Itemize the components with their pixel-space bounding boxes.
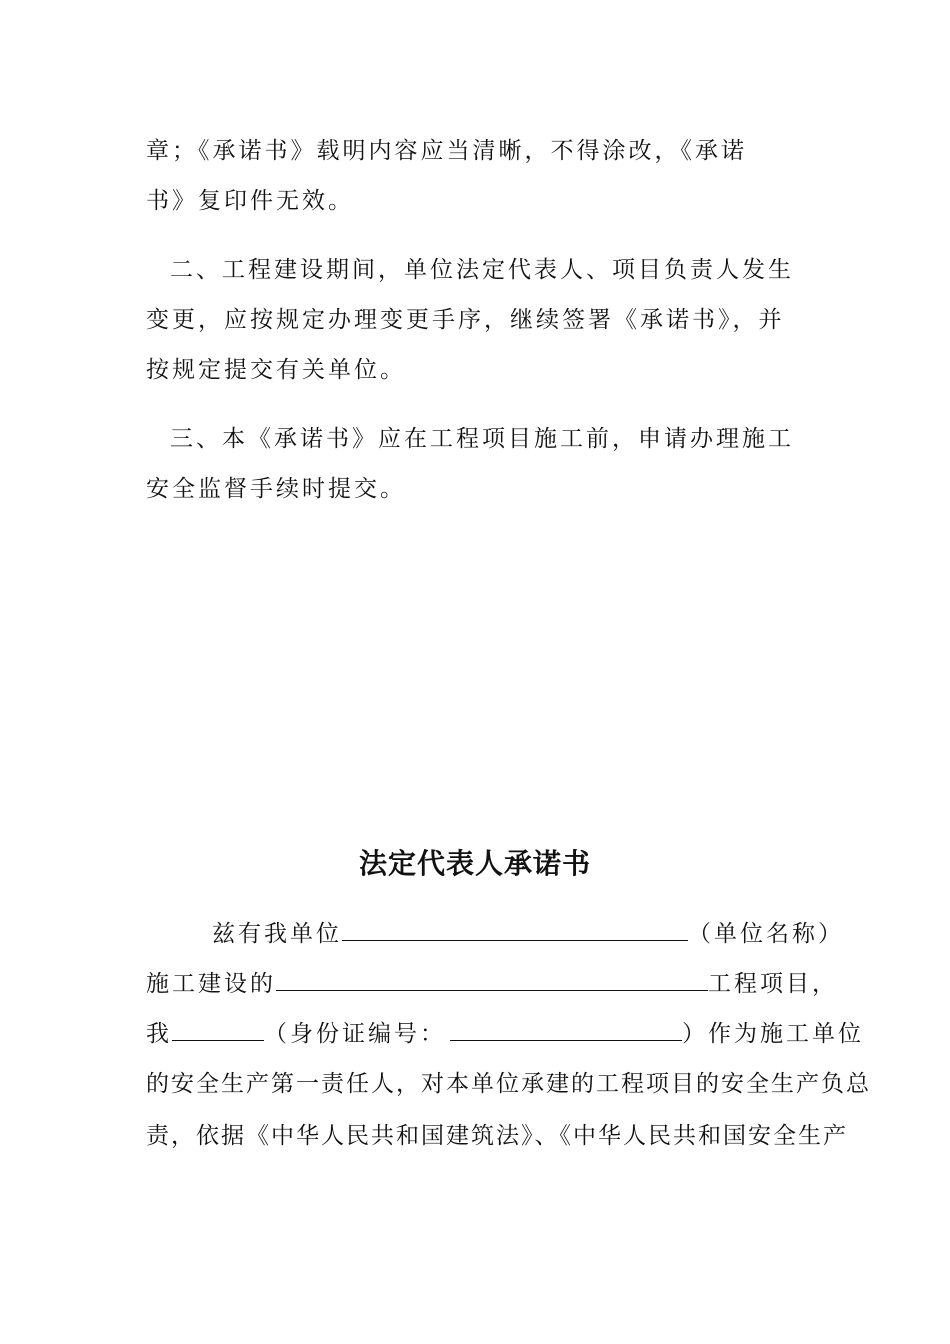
clause-two-line-2: 变更，应按规定办理变更手序，继续签署《承诺书》，并 bbox=[146, 307, 785, 333]
id-number-blank[interactable] bbox=[450, 1020, 682, 1041]
pledge-line-1-prefix: 兹有我单位 bbox=[212, 921, 342, 947]
pledge-line-5: 责，依据《中华人民共和国建筑法》、《中华人民共和国安全生产 bbox=[146, 1123, 848, 1149]
pledge-line-2-prefix: 施工建设的 bbox=[146, 971, 276, 997]
pledge-line-3-mid: （身份证编号： bbox=[264, 1021, 446, 1047]
clause-one-line-1: 章；《承诺书》载明内容应当清晰，不得涂改，《承诺 bbox=[146, 138, 747, 164]
clause-two-line-3: 按规定提交有关单位。 bbox=[146, 357, 406, 383]
pledge-line-3-suffix: ）作为施工单位 bbox=[682, 1021, 864, 1047]
project-name-blank[interactable] bbox=[276, 970, 708, 991]
clause-two-line-1: 二、工程建设期间，单位法定代表人、项目负责人发生 bbox=[170, 257, 794, 283]
pledge-line-3 bbox=[146, 1019, 864, 1049]
pledge-line-1 bbox=[212, 919, 844, 949]
clause-three-line-1: 三、本《承诺书》应在工程项目施工前，申请办理施工 bbox=[170, 426, 794, 452]
pledge-line-3-prefix: 我 bbox=[146, 1021, 172, 1047]
pledge-line-4: 的安全生产第一责任人，对本单位承建的工程项目的安全生产负总 bbox=[146, 1071, 871, 1097]
pledge-line-2 bbox=[146, 969, 838, 999]
pledge-title: 法定代表人承诺书 bbox=[358, 847, 591, 880]
name-blank[interactable] bbox=[172, 1020, 264, 1041]
clause-three-line-2: 安全监督手续时提交。 bbox=[146, 476, 406, 502]
unit-name-blank[interactable] bbox=[342, 920, 688, 941]
clause-one-line-2: 书》复印件无效。 bbox=[146, 188, 354, 214]
pledge-line-1-suffix: （单位名称） bbox=[688, 921, 844, 947]
pledge-line-2-suffix: 工程项目， bbox=[708, 971, 838, 997]
